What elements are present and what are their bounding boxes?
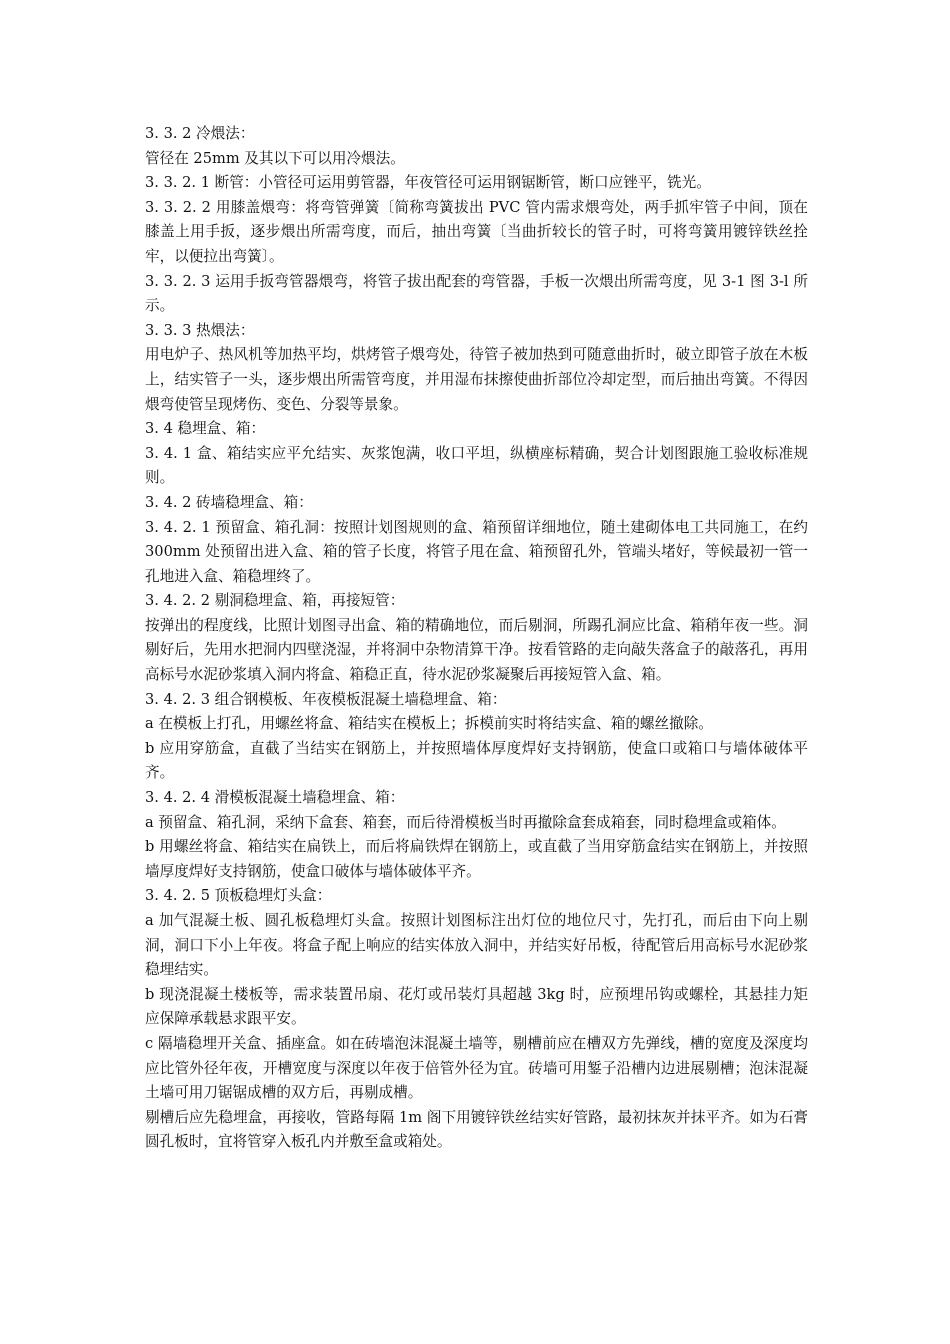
paragraph: 用电炉子、热风机等加热平均，烘烤管子煨弯处，待管子被加热到可随意曲折时，破立即管子放在木板上，结实管子一头，逐步煨出所需管弯度，并用湿布抹擦使曲折部位冷却定型，而后抽出弯簧。不得因煨弯使管呈现烤伤、变色、分裂等景象。	[145, 346, 808, 413]
paragraph: 管径在 25mm 及其以下可以用冷煨法。	[145, 149, 405, 167]
paragraph: 3. 4. 2. 4 滑模板混凝土墙稳埋盒、箱：	[145, 789, 405, 807]
paragraph: 3. 4. 1 盒、箱结实应平允结实、灰浆饱满，收口平坦，纵横座标精确，契合计划图跟施工验收标准规则。	[145, 444, 808, 487]
paragraph: 3. 4. 2. 5 顶板稳埋灯头盒：	[145, 887, 332, 905]
paragraph: 3. 3. 2. 2 用膝盖煨弯：将弯管弹簧〔简称弯簧拔出 PVC 管内需求煨弯处，两手抓牢管子中间，顶在膝盖上用手扳，逐步煨出所需弯度，而后，抽出弯簧〔当曲折较长的管子时，可将弯簧用镀锌铁丝拴牢，以便拉出弯簧〕。	[145, 198, 808, 265]
paragraph: 3. 3. 2 冷煨法：	[145, 125, 255, 142]
paragraph: 3. 4. 2 砖墙稳埋盒、箱：	[145, 493, 313, 511]
paragraph: 剔槽后应先稳埋盒，再接收，管路每隔 1m 阁下用镀锌铁丝结实好管路，最初抹灰并抹平齐。如为石膏圆孔板时，宜将管穿入板孔内并敷至盒或箱处。	[145, 1108, 808, 1151]
paragraph: a 加气混凝土板、圆孔板稳埋灯头盒。按照计划图标注出灯位的地位尺寸，先打孔，而后由下向上剔洞，洞口下小上年夜。将盒子配上响应的结实体放入洞中，并结实好吊板，待配管后用高标号水泥砂浆稳埋结实。	[145, 912, 808, 979]
paragraph: 按弹出的程度线，比照计划图寻出盒、箱的精确地位，而后剔洞，所踢孔洞应比盒、箱稍年夜一些。洞剔好后，先用水把洞内四壁浇湿，并将洞中杂物清算干净。按看管路的走向敲失落盒子的敲落孔，再用高标号水泥砂浆填入洞内将盒、箱稳正直，待水泥砂浆凝聚后再接短管入盒、箱。	[145, 616, 808, 684]
paragraph: 3. 4. 2. 1 预留盒、箱孔洞：按照计划图规则的盒、箱预留详细地位，随土建砌体电工共同施工，在约 300mm 处预留出进入盒、箱的管子长度，将管子甩在盒、箱预留孔外，管端头堵好，等候最初一管一孔地进入盒、箱稳埋终了。	[145, 518, 808, 585]
paragraph: 3. 3. 2. 1 断管：小管径可运用剪管器，年夜管径可运用钢锯断管，断口应锉平，铣光。	[145, 174, 711, 192]
paragraph: b 应用穿筋盒，直截了当结实在钢筋上，并按照墙体厚度焊好支持钢筋，使盒口或箱口与墙体破体平齐。	[145, 739, 808, 782]
paragraph: a 预留盒、箱孔洞，采纳下盒套、箱套，而后待滑模板当时再撤除盒套成箱套，同时稳埋盒或箱体。	[145, 813, 786, 831]
paragraph: 3. 4. 2. 2 剔洞稳埋盒、箱，再接短管：	[145, 592, 405, 610]
paragraph: 3. 3. 2. 3 运用手扳弯管器煨弯，将管子拔出配套的弯管器，手板一次煨出所需弯度，见 3-1 图 3-l 所示。	[145, 272, 808, 315]
paragraph: 3. 4 稳埋盒、箱：	[145, 420, 266, 438]
paragraph: 3. 3. 3 热煨法：	[145, 321, 255, 339]
paragraph: 3. 4. 2. 3 组合钢模板、年夜模板混凝土墙稳埋盒、箱：	[145, 690, 507, 708]
document-body	[145, 122, 808, 1155]
paragraph: a 在模板上打孔，用螺丝将盒、箱结实在模板上；拆模前实时将结实盒、箱的螺丝撤除。	[145, 715, 713, 733]
paragraph: b 现浇混凝土楼板等，需求装置吊扇、花灯或吊装灯具超越 3kg 时，应预埋吊钩或螺栓，其悬挂力矩应保障承载悬求跟平安。	[145, 985, 808, 1028]
paragraph: c 隔墙稳埋开关盒、插座盒。如在砖墙泡沫混凝土墙等，剔槽前应在槽双方先弹线，槽的宽度及深度均应比管外径年夜，开槽宽度与深度以年夜于倍管外径为宜。砖墙可用錾子沿槽内边进展剔槽；泡沫混凝土墙可用刀锯锯成槽的双方后，再剔成槽。	[145, 1034, 808, 1102]
paragraph: b 用螺丝将盒、箱结实在扁铁上，而后将扁铁焊在钢筋上，或直截了当用穿筋盒结实在钢筋上，并按照墙厚度焊好支持钢筋，使盒口破体与墙体破体平齐。	[145, 838, 808, 880]
